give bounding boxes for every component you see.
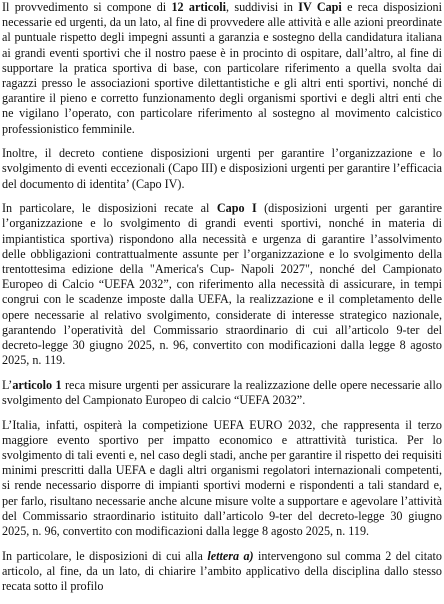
emphasis-text: lettera a) bbox=[207, 548, 254, 563]
text-run: , suddivisi in bbox=[226, 0, 299, 14]
bold-text: articolo 1 bbox=[12, 377, 62, 392]
bold-text: Capo I bbox=[216, 201, 257, 216]
text-run: Il provvedimento si compone di bbox=[2, 0, 172, 14]
text-run: Inoltre, il decreto contiene disposizioni urgenti per garantire l’organizzazione e lo svolgimento di eventi eccezionali (Capo III) e disposizioni urgenti per garantire l’efficacia del documento di identita’ (Capo IV). bbox=[2, 146, 442, 191]
bold-italic-text bbox=[207, 549, 253, 563]
bold-text: IV Capi bbox=[298, 0, 342, 14]
text-run: (disposizioni urgenti per garantire l’organizzazione e lo svolgimento di grandi eventi sportivi, nonché in materia di impiantistica sportiva) rispondono alla necessità e urgenza di garantire l’assolvimento delle obbligazioni contrattualmente assunte per l’organizzazione e lo svolgimento della trentottesima edizione della "America's Cup- Napoli 2027", nonché del Campionato Europeo di Calcio “UEFA 2032”, con riferimento alla necessità di assicurare, in tempi congrui con le scadenze imposte dalla UEFA, la realizzazione e il completamento delle opere necessarie al relativo svolgimento, considerate di interesse strategico nazionale, garantendo l’operatività del Commissario straordinario di cui all’articolo 9-ter del decreto-legge 30 giugno 2025, n. 96, convertito con modificazioni dalla legge 8 agosto 2025, n. 119. bbox=[2, 201, 442, 368]
paragraph bbox=[2, 378, 442, 408]
paragraph bbox=[2, 146, 442, 192]
text-run: e reca disposizioni necessarie ed urgenti, da un lato, al fine di provvedere alle attività e alle azioni preordinate al puntuale rispetto degli impegni assunti a garanzia e sostegno della candidatura italiana ai grandi eventi sportivi che il nostro paese è in procinto di ospitare, dall’altro, al fine di supportare la pratica sportiva di base, con particolare riferimento a quella svolta dai ragazzi presso le associazioni sportive dilettantistiche e gli altri enti sportivi, nonché di garantire il pieno e corretto funzionamento degli organismi sportivi e degli altri enti che ne vigilano l’operato, con particolare riferimento al sostegno al movimento calcistico professionistico femminile. bbox=[2, 0, 443, 136]
paragraph bbox=[2, 549, 442, 595]
document-body bbox=[2, 0, 442, 604]
text-run: L’Italia, infatti, ospiterà la competizione UEFA EURO 2032, che rappresenta il terzo maggiore evento sportivo per impatto economico e attrattività turistica. Per lo svolgimento di tali eventi e, nel caso degli stadi, anche per garantire il rispetto dei requisiti minimi prescritti dalla UEFA e dagli altri organismi regolatori internazionali competenti, si rende necessario disporre di impianti sportivi moderni e rispondenti a tali standard e, per farlo, risultano necessarie anche alcune misure volte a supportare e agevolare l’attività del Commissario straordinario istituito dall’articolo 9-ter del decreto-legge 30 giugno 2025, n. 96, convertito con modificazioni dalla legge 8 agosto 2025, n. 119. bbox=[2, 417, 442, 539]
paragraph bbox=[2, 201, 442, 368]
text-run: intervengono sul comma 2 del citato articolo, al fine, da un lato, di chiarire l’ambito applicativo della disciplina dallo stesso recata sotto il profilo bbox=[2, 548, 443, 594]
text-run: In particolare, le disposizioni recate al bbox=[2, 201, 217, 216]
paragraph bbox=[2, 0, 442, 137]
text-run: L’ bbox=[2, 377, 13, 392]
text-run: In particolare, le disposizioni di cui alla bbox=[2, 548, 208, 563]
text-run: reca misure urgenti per assicurare la realizzazione delle opere necessarie allo svolgimento del Campionato Europeo di calcio “UEFA 2032”. bbox=[2, 377, 442, 408]
bold-text: 12 articoli bbox=[171, 0, 227, 14]
paragraph bbox=[2, 418, 442, 540]
